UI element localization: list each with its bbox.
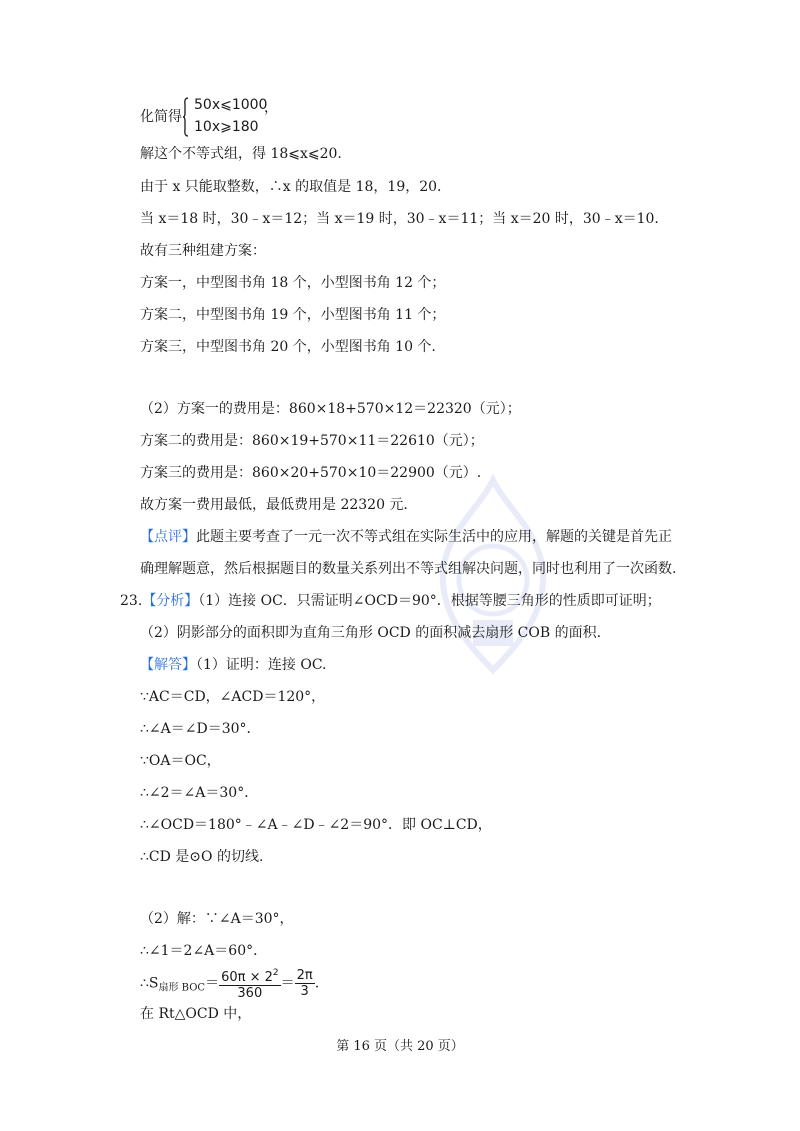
system-comma: ， (264, 100, 278, 116)
text-line: ∴∠A＝∠D＝30°． (140, 721, 261, 737)
analysis-tag: 【分析】 (142, 593, 199, 609)
text-line: 故有三种组建方案： (140, 243, 266, 259)
question-number: 23. (120, 593, 143, 609)
text-line: ∴CD 是⊙O 的切线. (140, 849, 264, 865)
text-line: 当 x＝18 时，30﹣x＝12；当 x＝19 时，30﹣x＝11；当 x＝20 时，30﹣x＝10. (140, 211, 659, 227)
formula-equals-2: ＝ (280, 975, 295, 992)
formula-suffix: . (314, 975, 320, 992)
comment-line (140, 528, 672, 546)
text-line: ∴∠OCD＝180°﹣∠A﹣∠D﹣∠2＝90°．即 OC⊥CD， (140, 817, 492, 833)
text-line: （2）阴影部分的面积即为直角三角形 OCD 的面积减去扇形 COB 的面积. (140, 625, 602, 641)
fraction-1-numerator: 60π × 2 (221, 970, 273, 985)
text-line: ∴∠2＝∠A＝30°． (140, 785, 259, 801)
text-line: 方案一，中型图书角 18 个，小型图书角 12 个； (140, 275, 446, 291)
fraction-1 (219, 966, 281, 1001)
text-line: （2）解：∵∠A＝30°， (140, 911, 294, 927)
simplify-label: 化简得 (140, 109, 182, 125)
fraction-2 (295, 968, 315, 999)
text-line: 确理解题意，然后根据题目的数量关系列出不等式组解决问题，同时也利用了一次函数. (140, 561, 677, 577)
answer-text: （1）证明：连接 OC. (196, 657, 327, 673)
fraction-2-denominator: 3 (300, 984, 309, 999)
fraction-1-exponent: 2 (272, 968, 279, 978)
answer-line (140, 656, 327, 674)
text-line: 解这个不等式组，得 18⩽x⩽20. (140, 146, 342, 162)
fraction-1-denominator: 360 (237, 986, 263, 1001)
watermark-emblem (418, 470, 568, 690)
text-line: 方案三的费用是：860×20+570×10＝22900（元）. (140, 465, 482, 481)
page-footer: 第 16 页（共 20 页） (336, 1039, 464, 1054)
text-line: 由于 x 只能取整数，∴x 的取值是 18，19，20. (140, 179, 442, 195)
inequality-1: 50x⩽1000 (194, 97, 268, 113)
comment-text: 此题主要考查了一元一次不等式组在实际生活中的应用，解题的关键是首先正 (196, 529, 672, 545)
answer-tag: 【解答】 (140, 657, 196, 673)
text-line: 方案三，中型图书角 20 个，小型图书角 10 个. (140, 339, 436, 355)
left-brace-icon (183, 97, 189, 137)
comment-tag: 【点评】 (140, 529, 196, 545)
formula-prefix: ∴S (140, 975, 159, 992)
text-line: ∵OA＝OC， (140, 753, 221, 769)
analysis-text: （1）连接 OC．只需证明∠OCD＝90°．根据等腰三角形的性质即可证明； (198, 593, 661, 609)
text-line: ∴∠1＝2∠A＝60°． (140, 943, 268, 959)
text-line: 方案二，中型图书角 19 个，小型图书角 11 个； (140, 307, 446, 323)
text-line: ∵AC＝CD，∠ACD＝120°， (140, 689, 326, 705)
text-line: 方案二的费用是：860×19+570×11＝22610（元）； (140, 433, 484, 449)
text-line: 故方案一费用最低，最低费用是 22320 元. (140, 497, 408, 513)
formula-equals: ＝ (205, 975, 220, 992)
sector-area-formula (140, 966, 319, 1006)
formula-subscript: 扇形 BOC (158, 982, 206, 994)
question-23-analysis (120, 592, 661, 610)
fraction-2-numerator: 2π (296, 968, 313, 983)
text-line: 在 Rt△OCD 中， (140, 1006, 252, 1022)
text-line: （2）方案一的费用是：860×18+570×12＝22320（元）； (140, 401, 521, 417)
inequality-2: 10x⩾180 (194, 119, 259, 135)
